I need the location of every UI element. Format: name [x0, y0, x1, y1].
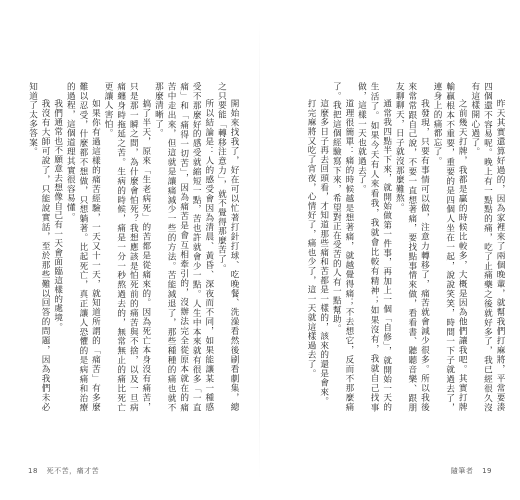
paragraph: 之前幾天打牌，我都是贏的時候比較多，大概是因為他們讓我吧。其實打牌輸贏根本不重要，重要的是四個人坐在一起，說說笑笑，時間一下子就過去了，連身上的痛都忘了。 [432, 82, 468, 412]
paragraph: 搞了半天，原來「生老病死」的苦都是從痛來的。因為死亡本身沒有痛苦，只是那一瞬之間，為什麼會怕死？我想應該是怕死前的痛苦與不捨，以及一旦病痛纏身時拖延之苦。生病的時候，痛是一分一秒熬過去的，無常無止的痛比死亡更讓人害怕。 [103, 82, 151, 412]
right-page [260, 0, 520, 500]
page-number: 19 [482, 467, 492, 475]
paragraph: 開始來找我了，好在可以忙著打針打球、吃晚餐、洗澡看然後刷看劇集，總之只要能「轉移注意力」，就不覺得那麼苦了。 [216, 82, 239, 412]
paragraph: 我們通常也不願意去想像自己有一天會面臨這樣的處境。 [52, 99, 63, 332]
left-folio [22, 466, 99, 476]
running-title: 隨筆者 [450, 467, 474, 475]
paragraph: 道理很簡單：痛的時候越是想著痛，就越覺得痛；不去想它，反而不那麼痛了。我把這個經驗寫下來，希望對正在受苦的人有一點幫助。 [331, 82, 354, 412]
page-number: 18 [28, 467, 38, 475]
right-folio [451, 466, 498, 476]
paragraph: 我發現，只要有事情可以做，注意力轉移了，痛苦就會減少很多。所以我後來常常跟自己說，不要一直想著痛，要找點事情來做，看看書、聽聽音樂、跟朋友聊聊天，日子就沒那麼難熬。 [394, 82, 430, 412]
paragraph: 這麼多日子再去回頭看，才知道那些痛和苦都是一樣的，該來的還是會來。 [318, 99, 329, 407]
paragraph: 如果你有過這樣的痛苦經驗，一天又十一天，就知道所謂的「痛苦」有多麼難以忍受，什麼都不想做，只想躺著。比起死亡，真正讓人恐懼的是病痛和治療的過程，這個道理其實很容易懂。 [65, 82, 101, 412]
paragraph: 通常我四點半下來，就開始做第一件事，再加上一個「自修」，就開始一天的生活了。如果今天有人來看我，我就會比較有精神；如果沒有，我就自己找事做，這樣一天也就過去了。 [356, 82, 392, 412]
right-page-body [294, 82, 506, 412]
running-title: 死不苦，痛才苦 [46, 467, 100, 475]
left-page-body [20, 82, 240, 412]
paragraph: 打完麻將又吃了宵夜，心情好了，痛也少了，這一天就這樣過去了。 [306, 99, 317, 379]
paragraph: 我沒有大師可說了，只能說實話，至於那些難以回答的問題，因為我們未必知道了太多答案。 [27, 82, 51, 412]
paragraph: 所以結論是：人的感受會因為清晨、黃昏、深夜而不同，如果能讓某一種感受不那麼好的感受就縮短一點，苦也許就會少一點。人生中本來就有很多「一直痛」和「痛得一切苦」，因為痛苦是會互相牽引的，沒辦法完全從原本就在的痛苦中走出來，但這就是讓痛減少一些的方法。苦能減退了，那些種種的痛也就不那麼清晰了。 [153, 82, 214, 412]
paragraph: 昨天其實還算好過的，因為家裡來了兩個晚輩，就幫我們打麻將，平常要湊四個還不容易呢。晚上有一點點的痛，吃了止痛藥之後就好多了，我已經很久沒有這樣開心過了。 [469, 82, 505, 412]
